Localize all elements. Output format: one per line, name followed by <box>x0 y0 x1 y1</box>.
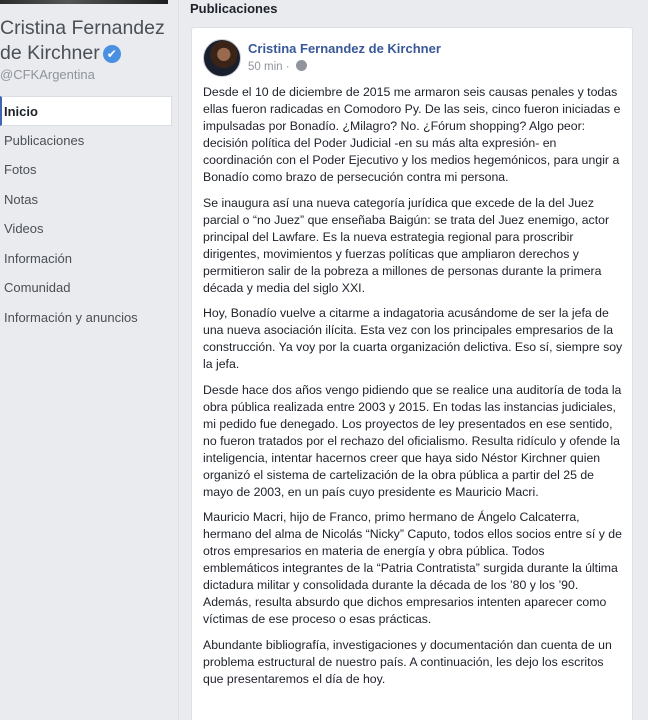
post-paragraph: Abundante bibliografía, investigaciones y documentación dan cuenta de un problema estructural de nuestro país. A continuación, les dejo los escritos que presentaremos el día de hoy. <box>203 637 612 686</box>
nav-item-informacion-anuncios[interactable]: Información y anuncios <box>4 309 138 325</box>
nav-item-comunidad[interactable]: Comunidad <box>4 280 71 295</box>
post-timestamp[interactable]: 50 min <box>248 61 283 73</box>
post-paragraph: Mauricio Macri, hijo de Franco, primo hermano de Ángelo Calcaterra, hermano del alma de Nicolás “Nicky” Caputo, todos ellos socios entre sí y de otros empresarios en materia de energía y obra pública. Todos emblemáticos integrantes de la “Patria Contratista” surgida durante la última dictadura militar y consolidada durante la década de los ’80 y los ’90. Además, resulta absurdo que dichos empresarios intenten aparecer como víctimas de ese proceso o esas prácticas. <box>203 510 622 626</box>
verified-badge-icon: ✔ <box>103 45 121 63</box>
nav-item-informacion[interactable]: Información <box>4 250 72 266</box>
page-nav <box>0 96 172 332</box>
post-paragraph: Desde hace dos años vengo pidiendo que se realice una auditoría de toda la obra pública realizada entre 2003 y 2015. En todas las instancias judiciales, mi pedido fue denegado. Los proyectos de ley presentados en ese sentido, no fueron tratados por el rechazo del oficialismo. Resulta ridículo y ofende la inteligencia, intentar hacernos creer que haya sido Néstor Kirchner quien organizó el sistema de cartelización de la obra pública a partir del 25 de mayo de 2003, en un país cuyo presidente es Mauricio Macri. <box>203 382 622 499</box>
meta-separator: · <box>285 61 290 73</box>
post-meta <box>248 60 307 73</box>
globe-icon[interactable] <box>296 60 307 71</box>
left-column <box>0 0 178 720</box>
page-handle[interactable]: @CFKArgentina <box>0 67 95 82</box>
nav-item-inicio[interactable]: Inicio <box>0 96 172 126</box>
post-paragraph: Hoy, Bonadío vuelve a citarme a indagatoria acusándome de ser la jefa de una nueva asociación ilícita. Esta vez con los principales empresarios de la construcción. Ya voy por la cuarta organización delictiva. Eso sí, siempre soy la jefa. <box>203 306 623 371</box>
nav-item-videos[interactable]: Videos <box>4 221 44 236</box>
cover-photo[interactable] <box>0 0 168 4</box>
page-name[interactable] <box>0 16 178 66</box>
nav-item-publicaciones[interactable]: Publicaciones <box>4 132 85 148</box>
post-paragraph: Se inaugura así una nueva categoría jurídica que excede de la del Juez parcial o “no Juez” que enseñaba Baigún: se trata del Juez enemigo, actor principal del Lawfare. Es la nueva estrategia regional para proscribir dirigentes, movimientos y fuerzas políticas que ampliaron derechos y permitieron salir de la pobreza a millones de personas durante la primera década y media del siglo XXI. <box>203 195 610 295</box>
post-paragraph: Desde el 10 de diciembre de 2015 me armaron seis causas penales y todas ellas fueron radicadas en Comodoro Py. De las seis, cinco fueron iniciadas e impulsadas por Bonadío. ¿Milagro? No. ¿Fórum shopping? Algo peor: decisión política del Poder Judicial -en su más alta expresión- en coordinación con el Poder Ejecutivo y los medios hegemónicos, para ungir a Bonadío como brazo de persecución contra mi persona. <box>203 85 621 184</box>
section-title: Publicaciones <box>190 1 278 16</box>
nav-item-fotos[interactable]: Fotos <box>4 162 37 177</box>
post-author[interactable]: Cristina Fernandez de Kirchner <box>248 41 441 56</box>
nav-item-notas[interactable]: Notas <box>4 191 38 207</box>
column-divider <box>178 0 179 720</box>
post-card <box>191 27 633 720</box>
author-avatar[interactable] <box>203 39 241 77</box>
page-name-text[interactable]: Cristina Fernandez de Kirchner <box>0 17 165 64</box>
post-body <box>203 84 623 696</box>
